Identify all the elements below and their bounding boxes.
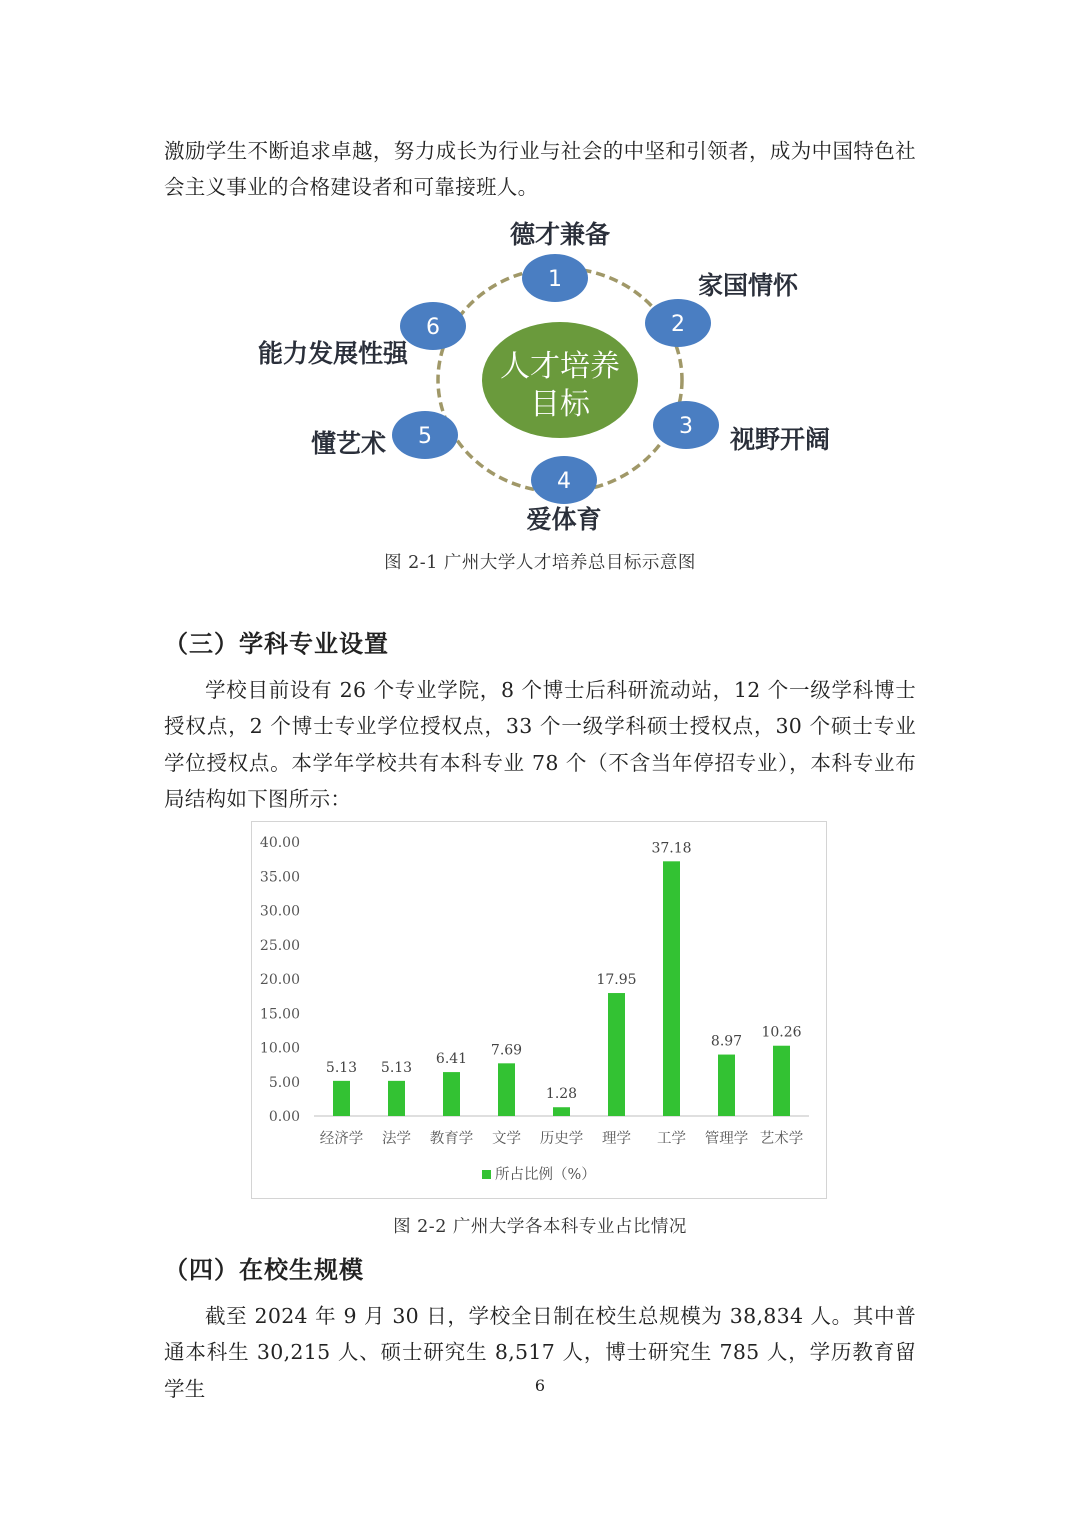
figure-2-caption: 图 2-2 广州大学各本科专业占比情况	[393, 1217, 687, 1237]
y-tick-label: 20.00	[259, 972, 300, 988]
y-tick-label: 30.00	[259, 903, 300, 920]
goal-label: 家国情怀	[698, 271, 799, 300]
section-4-heading: （四）在校生规模	[164, 1256, 364, 1284]
bar-value-label: 1.28	[545, 1086, 578, 1103]
goal-node-number: 6	[426, 315, 440, 340]
bar-工学	[663, 861, 680, 1116]
bar-value-label: 8.97	[710, 1033, 743, 1050]
goal-label: 爱体育	[526, 505, 602, 534]
major-share-chart-frame	[251, 821, 827, 1199]
goal-label: 能力发展性强	[257, 339, 408, 368]
center-goal-text: 人才培养	[500, 349, 620, 384]
bar-value-label: 37.18	[651, 840, 692, 857]
talent-goal-diagram	[230, 210, 850, 540]
y-tick-label: 5.00	[268, 1074, 300, 1091]
goal-node-number: 2	[671, 312, 685, 337]
goal-label: 视野开阔	[730, 425, 831, 454]
bar-管理学	[718, 1055, 735, 1116]
center-goal-text: 目标	[530, 387, 590, 422]
y-tick-label: 15.00	[259, 1006, 300, 1023]
y-tick-label: 35.00	[259, 869, 300, 886]
y-tick-label: 0.00	[268, 1109, 300, 1125]
bar-经济学	[333, 1081, 350, 1116]
legend-swatch	[482, 1170, 491, 1179]
x-tick-label: 教育学	[429, 1131, 474, 1147]
goal-node-number: 1	[548, 267, 562, 292]
bar-value-label: 7.69	[490, 1042, 523, 1059]
x-tick-label: 文学	[492, 1131, 521, 1147]
x-tick-label: 管理学	[704, 1131, 749, 1147]
y-tick-label: 10.00	[259, 1040, 300, 1057]
section-4-paragraph: 截至 2024 年 9 月 30 日，学校全日制在校生总规模为 38,834 人。其中普通本科生 30,215 人、硕士研究生 8,517 人，博士研究生 785 人，学历教育留学生	[164, 1304, 916, 1401]
bar-value-label: 6.41	[435, 1051, 468, 1068]
x-tick-label: 工学	[657, 1131, 686, 1147]
x-tick-label: 历史学	[539, 1131, 584, 1147]
figure-1-caption: 图 2-1 广州大学人才培养总目标示意图	[384, 553, 696, 573]
x-tick-label: 理学	[602, 1131, 631, 1147]
bar-教育学	[443, 1072, 460, 1116]
goal-node-number: 5	[418, 424, 432, 449]
bar-法学	[388, 1081, 405, 1116]
goal-label: 德才兼备	[509, 220, 611, 249]
goal-node-number: 4	[557, 469, 571, 494]
bar-value-label: 10.26	[761, 1024, 802, 1041]
bar-value-label: 17.95	[596, 972, 637, 989]
bar-value-label: 5.13	[325, 1059, 358, 1076]
x-tick-label: 艺术学	[759, 1131, 804, 1147]
bar-理学	[608, 993, 625, 1116]
x-tick-label: 法学	[382, 1131, 411, 1147]
section-3-paragraph: 学校目前设有 26 个专业学院，8 个博士后科研流动站，12 个一级学科博士授权点，2 个博士专业学位授权点，33 个一级学科硕士授权点，30 个硕士专业学位授权点。本学年学校共有本科专业 78 个（不含当年停招专业），本科专业布局结构如下图所示：	[164, 678, 916, 812]
bar-value-label: 5.13	[380, 1059, 413, 1076]
section-3-heading: （三）学科专业设置	[164, 630, 389, 658]
major-share-bar-chart	[252, 822, 828, 1200]
goal-label: 懂艺术	[310, 429, 386, 458]
x-tick-label: 经济学	[319, 1131, 364, 1147]
y-tick-label: 40.00	[259, 835, 300, 851]
bar-历史学	[553, 1107, 570, 1116]
intro-paragraph: 激励学生不断追求卓越，努力成长为行业与社会的中坚和引领者，成为中国特色社会主义事业的合格建设者和可靠接班人。	[164, 139, 916, 200]
bar-文学	[498, 1063, 515, 1116]
bar-艺术学	[773, 1046, 790, 1116]
goal-node-number: 3	[679, 414, 693, 439]
y-tick-label: 25.00	[259, 937, 300, 954]
legend-label: 所占比例（%）	[495, 1167, 596, 1183]
page-number: 6	[534, 1376, 546, 1395]
